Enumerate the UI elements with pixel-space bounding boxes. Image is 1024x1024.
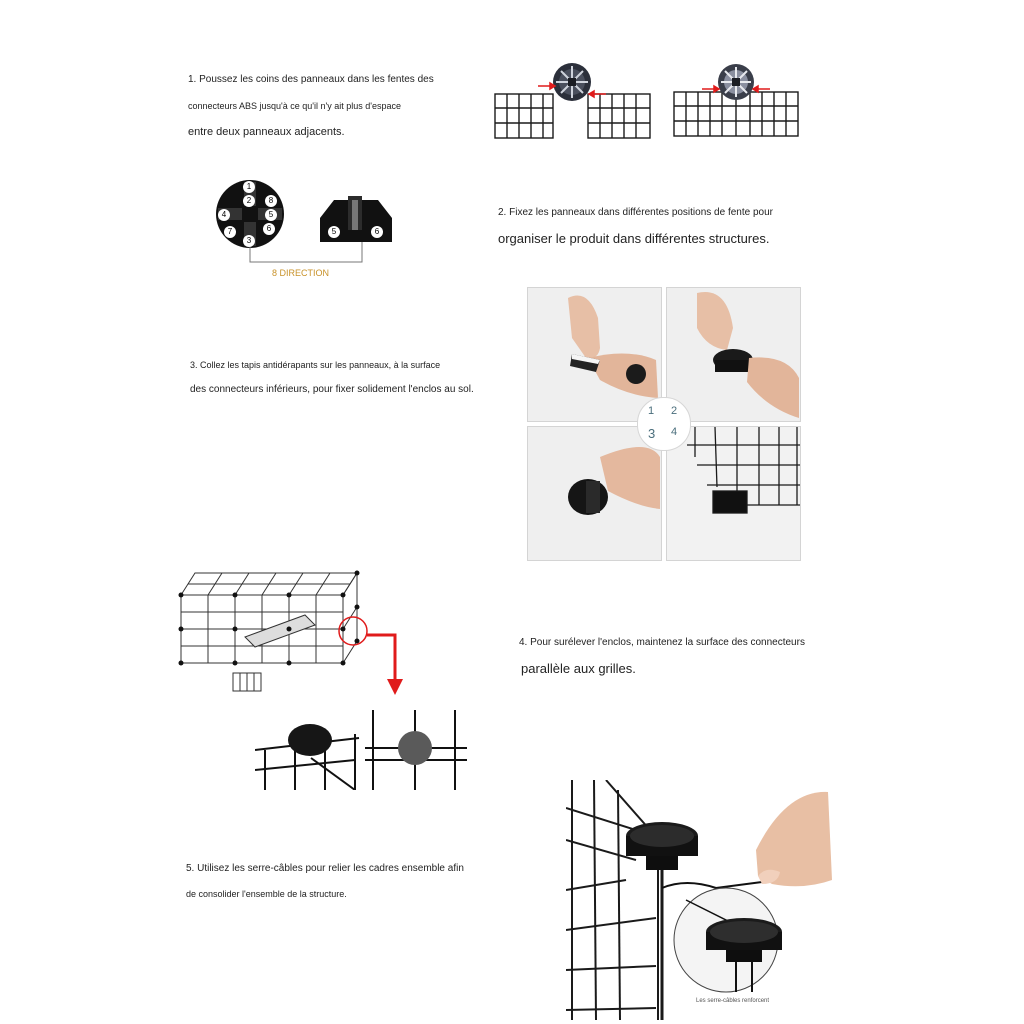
step3-line2: des connecteurs inférieurs, pour fixer solidement l'enclos au sol. <box>190 384 474 395</box>
photo-step-2 <box>666 287 801 422</box>
photo-step-3 <box>527 426 662 561</box>
face-number-3: 3 <box>243 235 255 247</box>
step1-line2: connecteurs ABS jusqu'à ce qu'il n'y ait plus d'espace <box>188 101 402 111</box>
face-number-2: 2 <box>243 195 255 207</box>
step4-line1: 4. Pour surélever l'enclos, maintenez la surface des connecteurs <box>519 637 805 648</box>
step-number-circle <box>637 397 691 451</box>
face-number-7: 7 <box>224 226 236 238</box>
face-number-4: 4 <box>218 209 230 221</box>
cable-tie-icon <box>662 882 762 888</box>
photo-step-number-4: 4 <box>671 426 678 438</box>
direction-label: 8 DIRECTION <box>272 268 330 278</box>
cable-tie-figure <box>566 780 836 1020</box>
photo-step-1 <box>527 287 662 422</box>
photo-step-number-2: 2 <box>671 405 678 417</box>
enclosure-frame <box>181 573 357 691</box>
connector-top-view-icon <box>288 724 332 756</box>
connector-icon <box>718 64 754 100</box>
anti-slip-photo-grid <box>527 287 800 559</box>
photo-step-4 <box>666 426 801 561</box>
side-number-6: 6 <box>371 226 383 238</box>
step4-line2: parallèle aux grilles. <box>521 661 636 676</box>
step1-line1: 1. Poussez les coins des panneaux dans les fentes des <box>188 74 434 85</box>
cable-caption: Les serre-câbles renforcent <box>696 998 770 1004</box>
grid-panel-left-b <box>588 94 650 138</box>
connector-icon <box>626 822 698 870</box>
step2-line1: 2. Fixez les panneaux dans différentes positions de fente pour <box>498 207 773 218</box>
grid-panel-left-a <box>495 94 553 138</box>
connector-direction-diagram <box>212 178 402 282</box>
red-arrow-icon <box>367 635 403 695</box>
photo-step-number-1: 1 <box>648 405 655 417</box>
side-number-5: 5 <box>328 226 340 238</box>
zoom-inset <box>674 888 782 992</box>
wire-grid <box>566 780 662 1020</box>
face-number-6: 6 <box>263 223 275 235</box>
photo-step-number-3: 3 <box>648 426 656 441</box>
face-number-5: 5 <box>265 209 277 221</box>
step5-line1: 5. Utilisez les serre-câbles pour relier les cadres ensemble afin <box>186 863 464 874</box>
connector-icon <box>553 63 591 101</box>
step3-line1: 3. Collez les tapis antidérapants sur les panneaux, à la surface <box>190 360 441 370</box>
step1-line3: entre deux panneaux adjacents. <box>188 126 345 138</box>
connector-parallel-icon <box>398 731 432 765</box>
face-number-1: 1 <box>243 181 255 193</box>
step5-line2: de consolider l'ensemble de la structure. <box>186 889 347 899</box>
enclosure-zoom-detail <box>255 710 470 790</box>
step2-line2: organiser le produit dans différentes structures. <box>498 231 770 246</box>
step1-diagram <box>490 62 810 142</box>
face-number-8: 8 <box>265 195 277 207</box>
bracket-line <box>250 242 362 262</box>
